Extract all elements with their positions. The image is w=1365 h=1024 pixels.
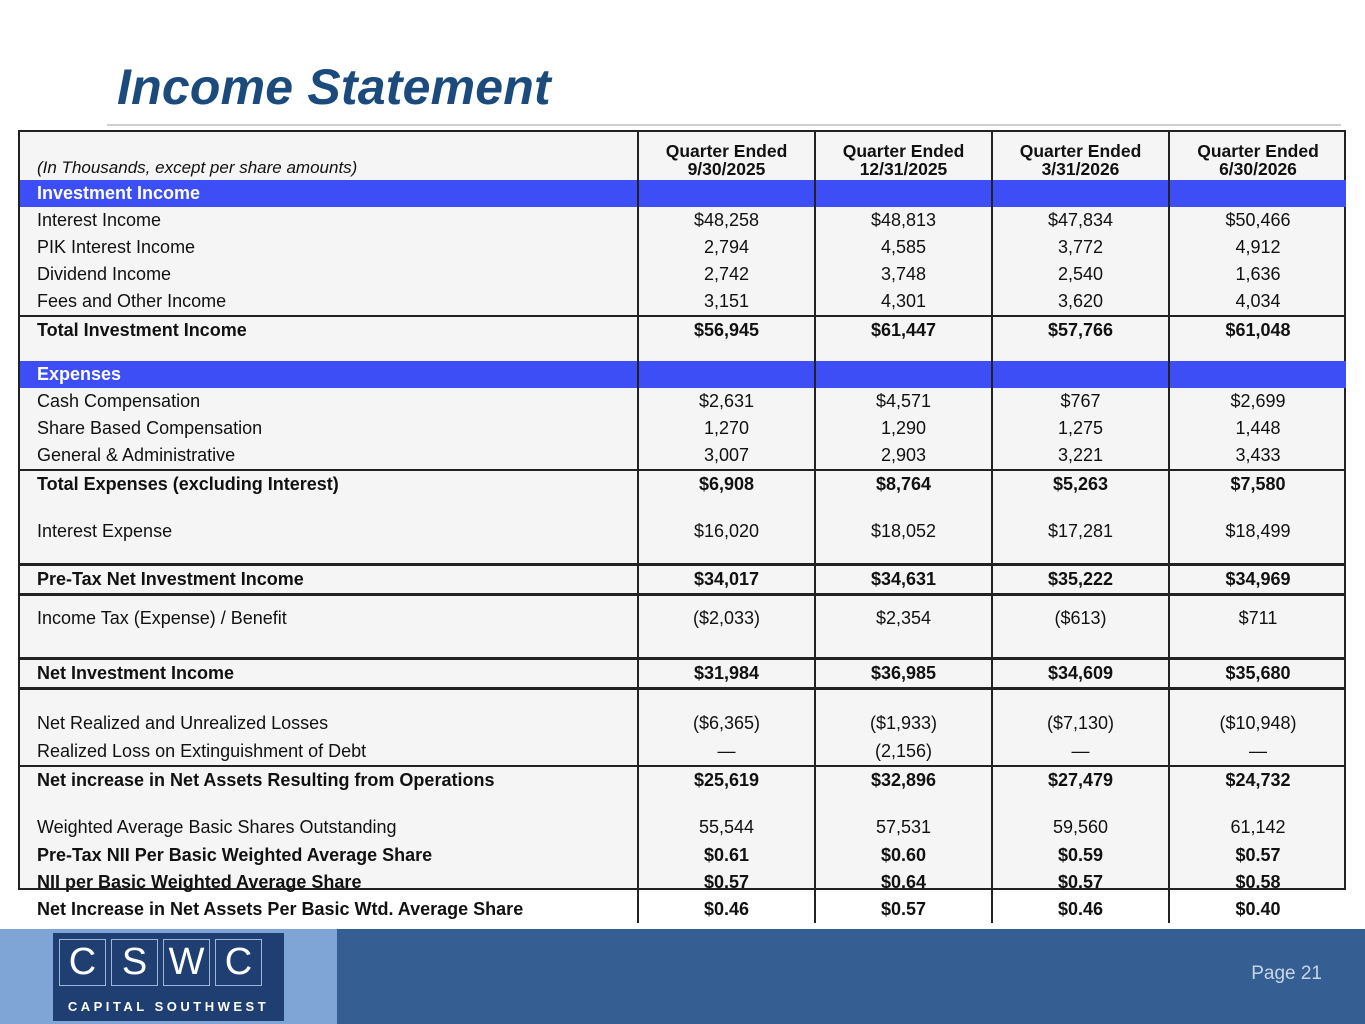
logo-letter: C	[59, 939, 106, 986]
cell-value: —	[1169, 738, 1346, 766]
income-statement-table	[18, 130, 1346, 919]
cell-value: $4,571	[815, 388, 992, 415]
cell-value: 1,448	[1169, 415, 1346, 442]
section-header-investment-income	[20, 180, 1346, 207]
cell-value: 4,585	[815, 234, 992, 261]
cell-value: $0.60	[815, 842, 992, 869]
cell-value: $36,985	[815, 659, 992, 689]
total-row	[20, 565, 1346, 595]
cell-value: 2,903	[815, 442, 992, 470]
cell-value: ($10,948)	[1169, 689, 1346, 739]
table-row	[20, 595, 1346, 641]
row-label: Weighted Average Basic Shares Outstanding	[37, 817, 397, 837]
cell-value: $27,479	[992, 766, 1169, 794]
cell-value: $17,281	[992, 498, 1169, 546]
spacer-row	[20, 546, 1346, 565]
row-label: Interest Expense	[37, 521, 173, 541]
row-label: Pre-Tax NII Per Basic Weighted Average Share	[37, 845, 433, 865]
cell-value: ($7,130)	[992, 689, 1169, 739]
row-label: Fees and Other Income	[37, 291, 227, 311]
cell-value: $50,466	[1169, 207, 1346, 234]
table-row	[20, 234, 1346, 261]
table-row	[20, 388, 1346, 415]
cell-value: $34,969	[1169, 565, 1346, 595]
cell-value: $2,699	[1169, 388, 1346, 415]
table-row	[20, 288, 1346, 316]
total-row	[20, 659, 1346, 689]
cell-value: $34,631	[815, 565, 992, 595]
cell-value: 1,275	[992, 415, 1169, 442]
cell-value: $48,813	[815, 207, 992, 234]
table-row	[20, 896, 1346, 923]
cell-value: 4,301	[815, 288, 992, 316]
row-label: Net Realized and Unrealized Losses	[37, 713, 329, 733]
cell-value: 3,748	[815, 261, 992, 288]
row-label: Net Investment Income	[20, 659, 638, 689]
cell-value: $0.61	[638, 842, 815, 869]
table-row	[20, 794, 1346, 842]
cell-value: $2,354	[815, 595, 992, 641]
table-row	[20, 442, 1346, 470]
row-label: PIK Interest Income	[37, 237, 196, 257]
table-row	[20, 842, 1346, 869]
column-header: Quarter Ended 3/31/2026	[992, 132, 1169, 180]
cell-value: 3,151	[638, 288, 815, 316]
cell-value: 59,560	[992, 794, 1169, 842]
cell-value: $0.59	[992, 842, 1169, 869]
cell-value: $0.57	[815, 896, 992, 923]
table-row	[20, 689, 1346, 739]
section-header-expenses	[20, 361, 1346, 388]
cell-value: $0.57	[992, 869, 1169, 896]
row-label: Share Based Compensation	[37, 418, 263, 438]
cell-value: $0.40	[1169, 896, 1346, 923]
cell-value: $0.58	[1169, 869, 1346, 896]
cell-value: $31,984	[638, 659, 815, 689]
cell-value: 3,007	[638, 442, 815, 470]
cell-value: $8,764	[815, 470, 992, 498]
cell-value: $7,580	[1169, 470, 1346, 498]
cell-value: 1,270	[638, 415, 815, 442]
total-row	[20, 470, 1346, 498]
total-row	[20, 766, 1346, 794]
cell-value: $32,896	[815, 766, 992, 794]
row-label: Pre-Tax Net Investment Income	[20, 565, 638, 595]
logo-subtitle: CAPITAL SOUTHWEST	[67, 999, 270, 1014]
column-header: Quarter Ended 12/31/2025	[815, 132, 992, 180]
cell-value: $0.46	[992, 896, 1169, 923]
column-header: Quarter Ended 6/30/2026	[1169, 132, 1346, 180]
cell-value: 57,531	[815, 794, 992, 842]
table-row	[20, 498, 1346, 546]
cell-value: $6,908	[638, 470, 815, 498]
page-title: Income Statement	[117, 59, 551, 115]
table-row	[20, 415, 1346, 442]
table-row	[20, 738, 1346, 766]
cell-value: 2,794	[638, 234, 815, 261]
logo-letter: W	[163, 939, 210, 986]
cell-value: $0.64	[815, 869, 992, 896]
row-label: Total Investment Income	[20, 316, 638, 344]
page-number: Page 21	[1251, 963, 1322, 984]
row-label: Income Tax (Expense) / Benefit	[37, 607, 287, 628]
cell-value: $0.46	[638, 896, 815, 923]
row-label: Expenses	[20, 361, 638, 388]
row-label: General & Administrative	[37, 445, 236, 465]
table-row	[20, 869, 1346, 896]
cell-value: $18,052	[815, 498, 992, 546]
cell-value: $35,680	[1169, 659, 1346, 689]
row-label: NII per Basic Weighted Average Share	[37, 872, 362, 892]
row-label: Interest Income	[37, 210, 162, 230]
cell-value: $61,048	[1169, 316, 1346, 344]
logo-letter: C	[215, 939, 262, 986]
cell-value: $767	[992, 388, 1169, 415]
footer-bar	[0, 929, 1365, 1024]
company-logo	[53, 933, 284, 1021]
cell-value: $18,499	[1169, 498, 1346, 546]
table-header-row	[20, 132, 1346, 180]
cell-value: 1,290	[815, 415, 992, 442]
cell-value: 2,540	[992, 261, 1169, 288]
row-label: Net increase in Net Assets Resulting from Operations	[20, 766, 638, 794]
table-row	[20, 207, 1346, 234]
cell-value: $711	[1169, 595, 1346, 641]
table-subtitle: (In Thousands, except per share amounts)	[37, 158, 358, 177]
cell-value: 2,742	[638, 261, 815, 288]
cell-value: ($1,933)	[815, 689, 992, 739]
cell-value: $5,263	[992, 470, 1169, 498]
cell-value: —	[992, 738, 1169, 766]
cell-value: 61,142	[1169, 794, 1346, 842]
spacer-row	[20, 344, 1346, 361]
cell-value: $0.57	[638, 869, 815, 896]
cell-value: $34,017	[638, 565, 815, 595]
cell-value: $35,222	[992, 565, 1169, 595]
cell-value: 1,636	[1169, 261, 1346, 288]
cell-value: $16,020	[638, 498, 815, 546]
row-label: Total Expenses (excluding Interest)	[20, 470, 638, 498]
row-label: Realized Loss on Extinguishment of Debt	[37, 741, 367, 761]
row-label: Net Increase in Net Assets Per Basic Wtd. Average Share	[37, 899, 524, 919]
cell-value: $0.57	[1169, 842, 1346, 869]
cell-value: (2,156)	[815, 738, 992, 766]
cell-value: $57,766	[992, 316, 1169, 344]
row-label: Investment Income	[20, 180, 638, 207]
cell-value: $61,447	[815, 316, 992, 344]
cell-value: 4,034	[1169, 288, 1346, 316]
cell-value: 3,221	[992, 442, 1169, 470]
cell-value: —	[638, 738, 815, 766]
cell-value: 3,620	[992, 288, 1169, 316]
cell-value: $25,619	[638, 766, 815, 794]
cell-value: $48,258	[638, 207, 815, 234]
cell-value: 3,433	[1169, 442, 1346, 470]
row-label: Dividend Income	[37, 264, 172, 284]
cell-value: 55,544	[638, 794, 815, 842]
total-row	[20, 316, 1346, 344]
cell-value: ($6,365)	[638, 689, 815, 739]
cell-value: $47,834	[992, 207, 1169, 234]
row-label: Cash Compensation	[37, 391, 201, 411]
cell-value: $2,631	[638, 388, 815, 415]
logo-letters	[59, 939, 267, 986]
cell-value: 3,772	[992, 234, 1169, 261]
footer-logo-panel	[0, 929, 337, 1024]
title-divider	[107, 124, 1341, 126]
spacer-row	[20, 640, 1346, 659]
logo-letter: S	[111, 939, 158, 986]
cell-value: $34,609	[992, 659, 1169, 689]
cell-value: ($613)	[992, 595, 1169, 641]
table-row	[20, 261, 1346, 288]
cell-value: $56,945	[638, 316, 815, 344]
column-header: Quarter Ended 9/30/2025	[638, 132, 815, 180]
cell-value: 4,912	[1169, 234, 1346, 261]
cell-value: $24,732	[1169, 766, 1346, 794]
cell-value: ($2,033)	[638, 595, 815, 641]
